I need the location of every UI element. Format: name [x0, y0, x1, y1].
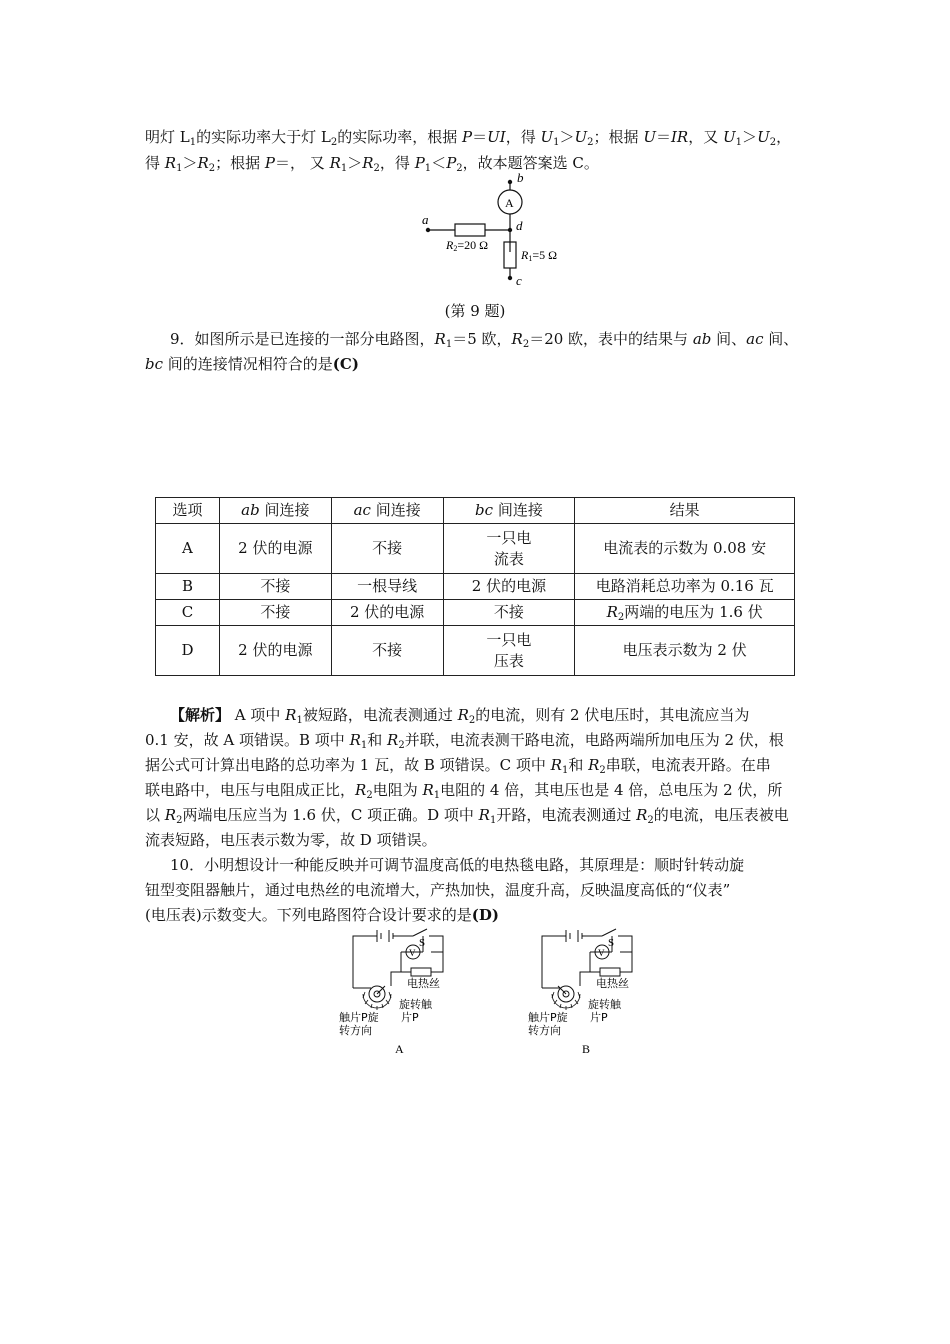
fig10a-knob-1: 旋转触	[399, 998, 432, 1011]
q9-line-2: bc 间的连接情况相符合的是(C)	[145, 355, 359, 373]
analysis-line-1: 【解析】 A 项中 $R_1$被短路，电流表测通过 $R_2$的电流，则有 2 伏电压时，其电流应当为	[170, 706, 750, 726]
fig10b-knob-2: 片P	[590, 1011, 608, 1024]
fig10b-heater: 电热丝	[596, 977, 629, 990]
fig10a-switch: S	[419, 937, 426, 949]
fig10a-knob-2: 片P	[401, 1011, 419, 1024]
header-result: 结果	[575, 498, 795, 524]
analysis-line-2: 0.1 安，故 A 项错误。B 项中 $R_1$和 $R_2$并联，电流表测干路电流，电路两端所加电压为 2 伏，根	[145, 731, 784, 751]
q10-answer: (D)	[471, 906, 499, 924]
q9-line-1: 9．如图所示是已连接的一部分电路图，$R_1=5$ 欧，$R_2=20$ 欧，表中的结果与 ab 间、ac 间、	[170, 330, 799, 350]
table-row: D 2 伏的电源 不接 一只电 压表 电压表示数为 2 伏	[156, 626, 795, 676]
node-a	[426, 228, 430, 232]
table-row: A 2 伏的电源 不接 一只电 流表 电流表的示数为 0.08 安	[156, 524, 795, 574]
analysis-line-4: 联电路中，电压与电阻成正比，$R_2$电阻为 $R_1$电阻的 4 倍，其电压也是 4 倍，总电压为 2 伏，所	[145, 781, 783, 801]
fig10b-meter: V	[598, 948, 605, 958]
node-b	[508, 180, 512, 184]
label-d: d	[516, 218, 523, 233]
fig10a-label: A	[395, 1042, 404, 1056]
analysis-line-3: 据公式可计算出电路的总功率为 1 瓦，故 B 项错误。C 项中 $R_1$和 $R_2$串联，电流表开路。在串	[145, 756, 771, 776]
label-b: b	[517, 170, 524, 185]
fig10a-heater: 电热丝	[407, 977, 440, 990]
fig10b-dir-2: 转方向	[528, 1024, 561, 1037]
analysis-line-5: 以 $R_2$两端电压应当为 1.6 伏，C 项正确。D 项中 $R_1$开路，电流表测通过 $R_2$的电流，电压表被电	[145, 806, 789, 826]
header-ac: ac 间连接	[331, 498, 443, 524]
fig10a-meter: V	[409, 948, 416, 958]
fig10b-knob-1: 旋转触	[588, 998, 621, 1011]
fig10b-dir-1: 触片P旋	[528, 1011, 568, 1024]
header-option: 选项	[156, 498, 220, 524]
r1-label: R1=5 Ω	[521, 248, 558, 263]
analysis-line-6: 流表短路，电压表示数为零，故 D 项错误。	[145, 831, 437, 849]
fig9-caption: (第 9 题)	[444, 302, 506, 320]
intro-line-1: 明灯 $L_1$的实际功率大于灯 $L_2$的实际功率，根据 P＝UI，得 $U_1>U_2$；根据 U＝IR，又 $U_1>U_2$，	[145, 128, 792, 148]
q10-line-3: (电压表)示数变大。下列电路图符合设计要求的是(D)	[145, 906, 499, 924]
q10-line-2: 钮型变阻器触片，通过电热丝的电流增大，产热加快，温度升高，反映温度高低的“仪表”	[145, 881, 731, 899]
node-c	[508, 276, 512, 280]
analysis-label: 【解析】	[170, 706, 231, 724]
r2-label: R2=20 Ω	[446, 238, 489, 253]
intro-line-2: 得 $R_1>R_2$；根据 P＝， 又 $R_1>R_2$，得 $P_1<P_2$，故本题答案选 C。	[145, 154, 599, 174]
fig10-circuit-a	[335, 928, 460, 1058]
fig9-circuit	[410, 168, 590, 290]
fig10-circuit-b	[524, 928, 649, 1058]
q10-line-1: 10．小明想设计一种能反映并可调节温度高低的电热毯电路，其原理是：顺时针转动旋	[170, 856, 745, 874]
fig10b-label: B	[582, 1042, 591, 1056]
options-table	[155, 497, 795, 676]
fig10a-dir-2: 转方向	[339, 1024, 372, 1037]
header-bc: bc 间连接	[443, 498, 575, 524]
label-c: c	[516, 273, 522, 288]
header-ab: ab 间连接	[219, 498, 331, 524]
fig10a-dir-1: 触片P旋	[339, 1011, 379, 1024]
node-d	[508, 228, 512, 232]
table-header-row	[156, 498, 795, 524]
ammeter-label: A	[505, 196, 514, 210]
table-row: C 不接 2 伏的电源 不接 $R_2$两端的电压为 1.6 伏	[156, 600, 795, 626]
table-row: B 不接 一根导线 2 伏的电源 电路消耗总功率为 0.16 瓦	[156, 574, 795, 600]
label-a: a	[422, 212, 429, 227]
q9-answer: (C)	[332, 355, 359, 373]
fig10b-switch: S	[608, 937, 615, 949]
